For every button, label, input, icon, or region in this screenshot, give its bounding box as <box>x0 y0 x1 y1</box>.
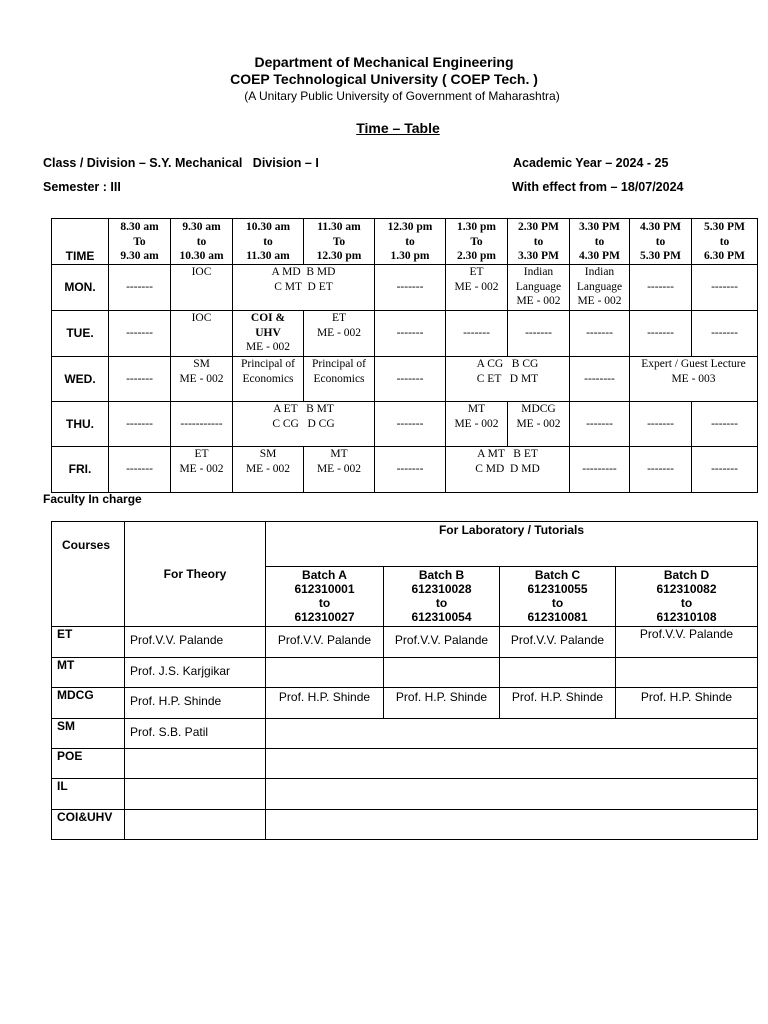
timetable <box>51 218 758 493</box>
row-thursday <box>52 402 758 447</box>
faculty-row <box>52 688 758 719</box>
tue-slot-9: ------- <box>630 311 692 357</box>
fri-slot-1: ------- <box>109 447 171 493</box>
course-name: ET <box>52 627 125 658</box>
theory-faculty <box>125 810 266 840</box>
thu-slot-5: ------- <box>375 402 446 447</box>
wed-slot-6-7: A CG B CG C ET D MT <box>446 357 570 402</box>
lab-faculty-empty <box>266 779 758 810</box>
lab-faculty-c <box>500 658 616 688</box>
day-friday: FRI. <box>52 447 109 493</box>
theory-faculty <box>125 749 266 779</box>
wed-slot-9-10: Expert / Guest Lecture ME - 003 <box>630 357 758 402</box>
academic-year: Academic Year – 2024 - 25 <box>513 156 669 170</box>
fri-slot-4: MT ME - 002 <box>304 447 375 493</box>
fri-slot-2: ET ME - 002 <box>171 447 233 493</box>
lab-faculty-empty <box>266 749 758 779</box>
tue-slot-7: ------- <box>508 311 570 357</box>
theory-faculty <box>125 779 266 810</box>
thu-slot-9: ------- <box>630 402 692 447</box>
mon-slot-10: ------- <box>692 265 758 311</box>
lab-faculty-d <box>616 658 758 688</box>
tue-slot-2: IOC <box>171 311 233 357</box>
slot-6: 1.30 pm To 2.30 pm <box>446 219 508 265</box>
mon-slot-9: ------- <box>630 265 692 311</box>
wed-slot-5: ------- <box>375 357 446 402</box>
thu-slot-10: ------- <box>692 402 758 447</box>
thu-slot-6: MT ME - 002 <box>446 402 508 447</box>
lab-faculty-empty <box>266 810 758 840</box>
batch-d-header: Batch D 612310082 to 612310108 <box>616 567 758 627</box>
slot-7: 2.30 PM to 3.30 PM <box>508 219 570 265</box>
batch-c-header: Batch C 612310055 to 612310081 <box>500 567 616 627</box>
batch-a-header: Batch A 612310001 to 612310027 <box>266 567 384 627</box>
slot-10: 5.30 PM to 6.30 PM <box>692 219 758 265</box>
class-division: Class / Division – S.Y. Mechanical Division – I <box>43 156 319 170</box>
thu-slot-8: ------- <box>570 402 630 447</box>
slot-2: 9.30 am to 10.30 am <box>171 219 233 265</box>
row-monday <box>52 265 758 311</box>
lab-faculty-d: Prof. H.P. Shinde <box>616 688 758 719</box>
batch-b-header: Batch B 612310028 to 612310054 <box>384 567 500 627</box>
faculty-row <box>52 779 758 810</box>
mon-slot-8: Indian Language ME - 002 <box>570 265 630 311</box>
lab-faculty-a: Prof. H.P. Shinde <box>266 688 384 719</box>
tue-slot-3: COI & UHV ME - 002 <box>233 311 304 357</box>
university-name: COEP Technological University ( COEP Tech. ) <box>230 71 538 87</box>
mon-slot-2: IOC <box>171 265 233 311</box>
slot-5: 12.30 pm to 1.30 pm <box>375 219 446 265</box>
wed-slot-8: -------- <box>570 357 630 402</box>
lab-faculty-b: Prof. H.P. Shinde <box>384 688 500 719</box>
slot-9: 4.30 PM to 5.30 PM <box>630 219 692 265</box>
fri-slot-10: ------- <box>692 447 758 493</box>
slot-3: 10.30 am to 11.30 am <box>233 219 304 265</box>
course-name: POE <box>52 749 125 779</box>
theory-faculty: Prof. H.P. Shinde <box>125 688 266 719</box>
mon-slot-5: ------- <box>375 265 446 311</box>
wed-slot-3: Principal of Economics <box>233 357 304 402</box>
faculty-row <box>52 810 758 840</box>
row-wednesday <box>52 357 758 402</box>
lab-faculty-c: Prof.V.V. Palande <box>500 627 616 658</box>
thu-slot-3-4: A ET B MT C CG D CG <box>233 402 375 447</box>
faculty-table <box>51 521 758 840</box>
lab-faculty-a: Prof.V.V. Palande <box>266 627 384 658</box>
faculty-row <box>52 719 758 749</box>
row-friday <box>52 447 758 493</box>
department-name: Department of Mechanical Engineering <box>254 54 514 70</box>
faculty-row <box>52 627 758 658</box>
time-row <box>52 219 758 265</box>
row-tuesday <box>52 311 758 357</box>
course-name: COI&UHV <box>52 810 125 840</box>
page-title: Time – Table <box>356 120 440 136</box>
courses-header: Courses <box>52 522 125 627</box>
course-name: MT <box>52 658 125 688</box>
lab-faculty-d: Prof.V.V. Palande <box>616 627 758 658</box>
tue-slot-5: ------- <box>375 311 446 357</box>
time-label: TIME <box>52 219 109 265</box>
thu-slot-2: ----------- <box>171 402 233 447</box>
lab-faculty-empty <box>266 719 758 749</box>
fri-slot-3: SM ME - 002 <box>233 447 304 493</box>
slot-1: 8.30 am To 9.30 am <box>109 219 171 265</box>
semester: Semester : III <box>43 180 121 194</box>
slot-4: 11.30 am To 12.30 pm <box>304 219 375 265</box>
theory-faculty: Prof.V.V. Palande <box>125 627 266 658</box>
theory-faculty: Prof. J.S. Karjgikar <box>125 658 266 688</box>
mon-slot-1: ------- <box>109 265 171 311</box>
lab-faculty-b <box>384 658 500 688</box>
lab-faculty-a <box>266 658 384 688</box>
mon-slot-6: ET ME - 002 <box>446 265 508 311</box>
effect-from: With effect from – 18/07/2024 <box>512 180 684 194</box>
wed-slot-1: ------- <box>109 357 171 402</box>
wed-slot-2: SM ME - 002 <box>171 357 233 402</box>
day-monday: MON. <box>52 265 109 311</box>
course-name: IL <box>52 779 125 810</box>
fri-slot-5: ------- <box>375 447 446 493</box>
tue-slot-6: ------- <box>446 311 508 357</box>
day-wednesday: WED. <box>52 357 109 402</box>
slot-8: 3.30 PM to 4.30 PM <box>570 219 630 265</box>
faculty-row <box>52 749 758 779</box>
tue-slot-4: ET ME - 002 <box>304 311 375 357</box>
day-tuesday: TUE. <box>52 311 109 357</box>
university-subtitle: (A Unitary Public University of Government of Maharashtra) <box>244 89 560 103</box>
thu-slot-7: MDCG ME - 002 <box>508 402 570 447</box>
tue-slot-10: ------- <box>692 311 758 357</box>
course-name: MDCG <box>52 688 125 719</box>
wed-slot-4: Principal of Economics <box>304 357 375 402</box>
day-thursday: THU. <box>52 402 109 447</box>
lab-faculty-c: Prof. H.P. Shinde <box>500 688 616 719</box>
theory-header: For Theory <box>125 522 266 627</box>
theory-faculty: Prof. S.B. Patil <box>125 719 266 749</box>
fri-slot-6-7: A MT B ET C MD D MD <box>446 447 570 493</box>
course-name: SM <box>52 719 125 749</box>
lab-header: For Laboratory / Tutorials <box>266 522 758 567</box>
fri-slot-9: ------- <box>630 447 692 493</box>
tue-slot-1: ------- <box>109 311 171 357</box>
lab-faculty-b: Prof.V.V. Palande <box>384 627 500 658</box>
thu-slot-1: ------- <box>109 402 171 447</box>
mon-slot-7: Indian Language ME - 002 <box>508 265 570 311</box>
tue-slot-8: ------- <box>570 311 630 357</box>
faculty-row <box>52 658 758 688</box>
faculty-heading: Faculty In charge <box>43 492 142 506</box>
mon-slot-3-4: A MD B MD C MT D ET <box>233 265 375 311</box>
fri-slot-8: --------- <box>570 447 630 493</box>
